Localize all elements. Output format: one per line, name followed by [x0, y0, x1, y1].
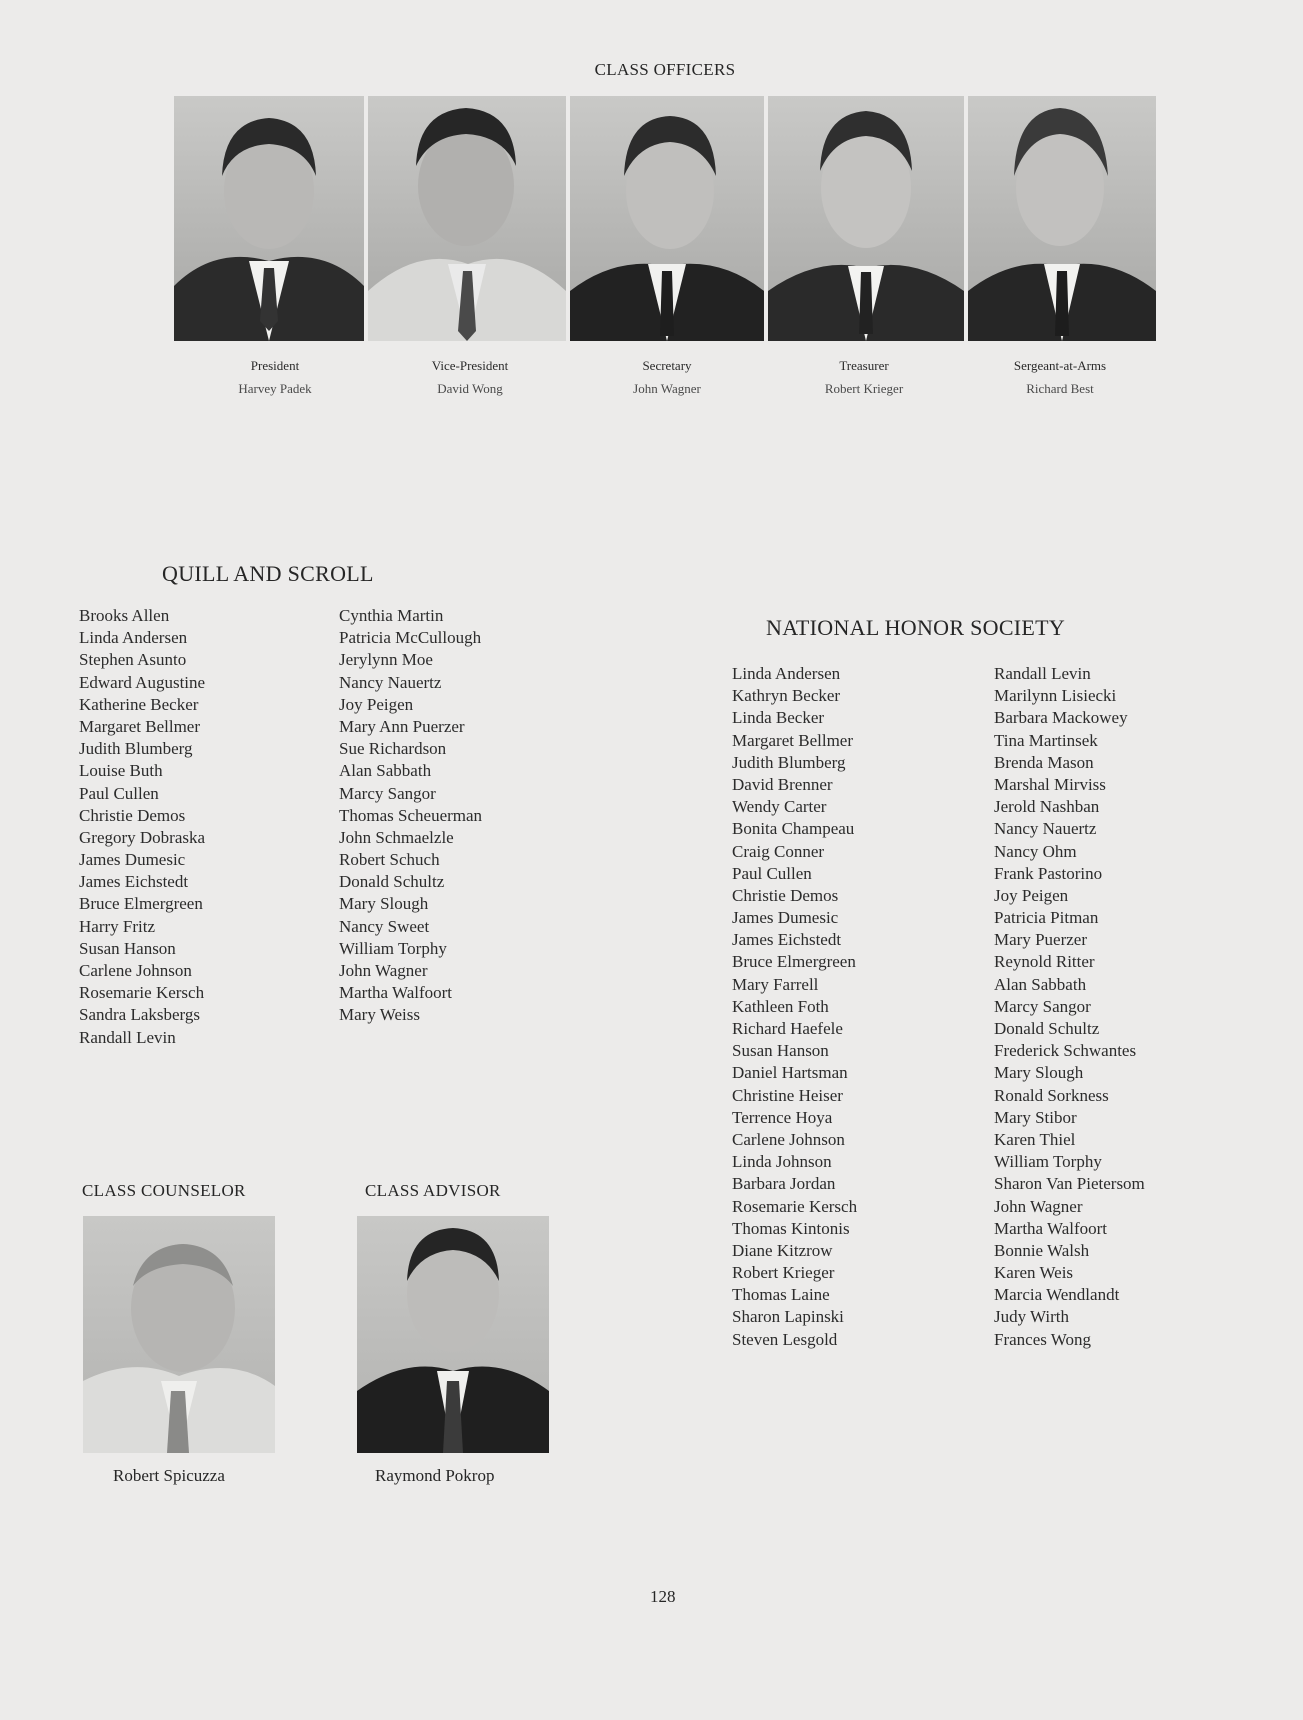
member-name: Susan Hanson: [79, 938, 176, 958]
member-name: Thomas Laine: [732, 1285, 830, 1305]
class-officers-photos: [174, 96, 1156, 341]
member-name: Judy Wirth: [994, 1307, 1070, 1327]
member-name: Bonita Champeau: [732, 819, 855, 839]
officer-name: Robert Krieger: [824, 381, 904, 396]
officer-caption-secretary: [567, 354, 767, 400]
counselor-name: Robert Spicuzza: [113, 1466, 225, 1485]
member-name: John Wagner: [994, 1196, 1083, 1216]
member-name: David Brenner: [732, 774, 833, 794]
member-name: James Dumesic: [732, 908, 839, 928]
member-name: Mary Slough: [339, 894, 429, 914]
member-name: William Torphy: [994, 1152, 1102, 1172]
member-name: Reynold Ritter: [994, 952, 1095, 972]
member-name: John Wagner: [339, 961, 428, 980]
member-name: Rosemarie Kersch: [732, 1196, 858, 1216]
member-name: Sharon Van Pietersom: [994, 1174, 1145, 1194]
member-name: Marilynn Lisiecki: [994, 686, 1117, 706]
member-name: Jerold Nashban: [994, 797, 1100, 817]
officer-caption-president: [175, 354, 375, 400]
officer-photo-secretary: [570, 96, 764, 341]
member-name: Frances Wong: [994, 1329, 1091, 1349]
officer-photo-president: [174, 96, 364, 341]
page-number: 128: [650, 1587, 676, 1606]
member-name: Carlene Johnson: [79, 961, 192, 980]
member-name: Louise Buth: [79, 761, 163, 781]
member-name: Richard Haefele: [732, 1019, 843, 1038]
member-name: Marcy Sangor: [339, 783, 436, 803]
member-name: Christie Demos: [732, 885, 839, 905]
officer-caption-sergeant-at-arms: [960, 354, 1160, 400]
officer-photo-treasurer: [768, 96, 964, 341]
member-name: Joy Peigen: [339, 694, 414, 714]
class-advisor-title: CLASS ADVISOR: [365, 1181, 501, 1200]
member-name: Linda Andersen: [732, 664, 841, 683]
member-name: Brenda Mason: [994, 752, 1094, 772]
member-name: Marcia Wendlandt: [994, 1285, 1120, 1305]
member-name: Karen Weis: [994, 1263, 1074, 1283]
member-name: Donald Schultz: [994, 1019, 1100, 1038]
member-name: Linda Andersen: [79, 628, 188, 648]
member-name: Diane Kitzrow: [732, 1240, 833, 1260]
member-name: Sandra Laksbergs: [79, 1005, 201, 1025]
member-name: Barbara Jordan: [732, 1174, 836, 1194]
member-name: Bruce Elmergreen: [79, 894, 203, 914]
member-name: Nancy Ohm: [994, 841, 1077, 861]
member-name: Patricia McCullough: [339, 628, 482, 648]
member-name: John Schmaelzle: [339, 827, 454, 847]
member-name: Marcy Sangor: [994, 996, 1091, 1016]
member-name: Susan Hanson: [732, 1041, 829, 1061]
officer-name: David Wong: [437, 381, 503, 396]
officer-name: Harvey Padek: [238, 381, 312, 396]
class-officers-title: CLASS OFFICERS: [594, 60, 736, 79]
member-name: James Eichstedt: [732, 930, 842, 950]
quill-and-scroll-list-right: [339, 605, 482, 1027]
member-name: Stephen Asunto: [79, 650, 187, 670]
national-honor-society-title: NATIONAL HONOR SOCIETY: [766, 615, 1066, 640]
member-name: Mary Slough: [994, 1063, 1084, 1083]
officer-photo-sergeant-at-arms: [968, 96, 1156, 341]
member-name: Craig Conner: [732, 841, 825, 861]
member-name: Judith Blumberg: [79, 739, 193, 759]
member-name: Sharon Lapinski: [732, 1307, 844, 1327]
member-name: Mary Ann Puerzer: [339, 716, 465, 736]
member-name: Thomas Kintonis: [732, 1218, 850, 1238]
member-name: Christie Demos: [79, 805, 186, 825]
member-name: Randall Levin: [994, 664, 1091, 683]
member-name: Steven Lesgold: [732, 1329, 838, 1349]
member-name: Alan Sabbath: [994, 974, 1087, 994]
member-name: Robert Krieger: [732, 1263, 835, 1283]
member-name: Carlene Johnson: [732, 1129, 845, 1149]
member-name: Martha Walfoort: [994, 1218, 1108, 1238]
member-name: Bruce Elmergreen: [732, 952, 856, 972]
member-name: Judith Blumberg: [732, 752, 846, 772]
quill-and-scroll-list-left: [79, 605, 205, 1049]
member-name: Margaret Bellmer: [732, 730, 854, 750]
member-name: Robert Schuch: [339, 850, 440, 870]
member-name: Thomas Scheuerman: [339, 805, 483, 825]
member-name: Martha Walfoort: [339, 983, 453, 1003]
member-name: Ronald Sorkness: [994, 1085, 1109, 1105]
member-name: Frederick Schwantes: [994, 1041, 1137, 1061]
officer-role: Secretary: [642, 358, 692, 373]
member-name: Linda Johnson: [732, 1152, 832, 1172]
honor-society-list-right: [994, 663, 1145, 1351]
officer-name: John Wagner: [633, 381, 701, 396]
officer-photo-vice-president: [368, 96, 566, 341]
member-name: Mary Farrell: [732, 974, 819, 994]
member-name: Katherine Becker: [79, 694, 199, 714]
member-name: James Dumesic: [79, 850, 186, 870]
member-name: Frank Pastorino: [994, 863, 1103, 883]
member-name: Mary Stibor: [994, 1107, 1077, 1127]
officer-name: Richard Best: [1026, 381, 1094, 396]
member-name: Alan Sabbath: [339, 761, 432, 781]
member-name: James Eichstedt: [79, 872, 189, 892]
member-name: Linda Becker: [732, 708, 825, 728]
member-name: Joy Peigen: [994, 885, 1069, 905]
member-name: Donald Schultz: [339, 872, 445, 892]
member-name: Patricia Pitman: [994, 908, 1099, 928]
member-name: Karen Thiel: [994, 1129, 1076, 1149]
member-name: Nancy Nauertz: [994, 819, 1097, 839]
member-name: Harry Fritz: [79, 916, 156, 936]
member-name: Brooks Allen: [79, 606, 170, 625]
member-name: Terrence Hoya: [732, 1107, 833, 1127]
advisor-name: Raymond Pokrop: [375, 1466, 495, 1485]
member-name: Nancy Sweet: [339, 916, 430, 936]
officer-caption-vice-president: [370, 354, 570, 400]
member-name: Nancy Nauertz: [339, 672, 442, 692]
member-name: Bonnie Walsh: [994, 1240, 1090, 1260]
member-name: Randall Levin: [79, 1027, 176, 1047]
officer-role: President: [250, 358, 300, 373]
member-name: Marshal Mirviss: [994, 774, 1106, 794]
officer-role: Treasurer: [839, 358, 889, 373]
member-name: Gregory Dobraska: [79, 827, 206, 847]
officer-caption-treasurer: [764, 354, 964, 400]
honor-society-list-left: [732, 663, 857, 1351]
member-name: Wendy Carter: [732, 797, 827, 817]
member-name: Christine Heiser: [732, 1085, 843, 1105]
officer-role: Vice-President: [431, 358, 509, 373]
member-name: Mary Puerzer: [994, 930, 1087, 950]
member-name: Sue Richardson: [339, 739, 447, 759]
member-name: Tina Martinsek: [994, 730, 1098, 750]
member-name: Paul Cullen: [79, 783, 159, 803]
officer-role: Sergeant-at-Arms: [1013, 358, 1107, 373]
member-name: Barbara Mackowey: [994, 708, 1128, 728]
member-name: Kathryn Becker: [732, 686, 841, 706]
member-name: Jerylynn Moe: [339, 650, 433, 670]
member-name: Rosemarie Kersch: [79, 983, 205, 1003]
member-name: Paul Cullen: [732, 863, 812, 883]
member-name: Margaret Bellmer: [79, 716, 201, 736]
class-counselor-title: CLASS COUNSELOR: [82, 1181, 246, 1200]
member-name: Kathleen Foth: [732, 996, 829, 1016]
member-name: Mary Weiss: [339, 1005, 420, 1025]
member-name: Cynthia Martin: [339, 606, 444, 625]
counselor-photo: [83, 1216, 275, 1453]
member-name: William Torphy: [339, 938, 447, 958]
advisor-photo: [357, 1216, 549, 1453]
member-name: Daniel Hartsman: [732, 1063, 848, 1083]
quill-and-scroll-title: QUILL AND SCROLL: [162, 561, 374, 586]
member-name: Edward Augustine: [79, 672, 206, 692]
